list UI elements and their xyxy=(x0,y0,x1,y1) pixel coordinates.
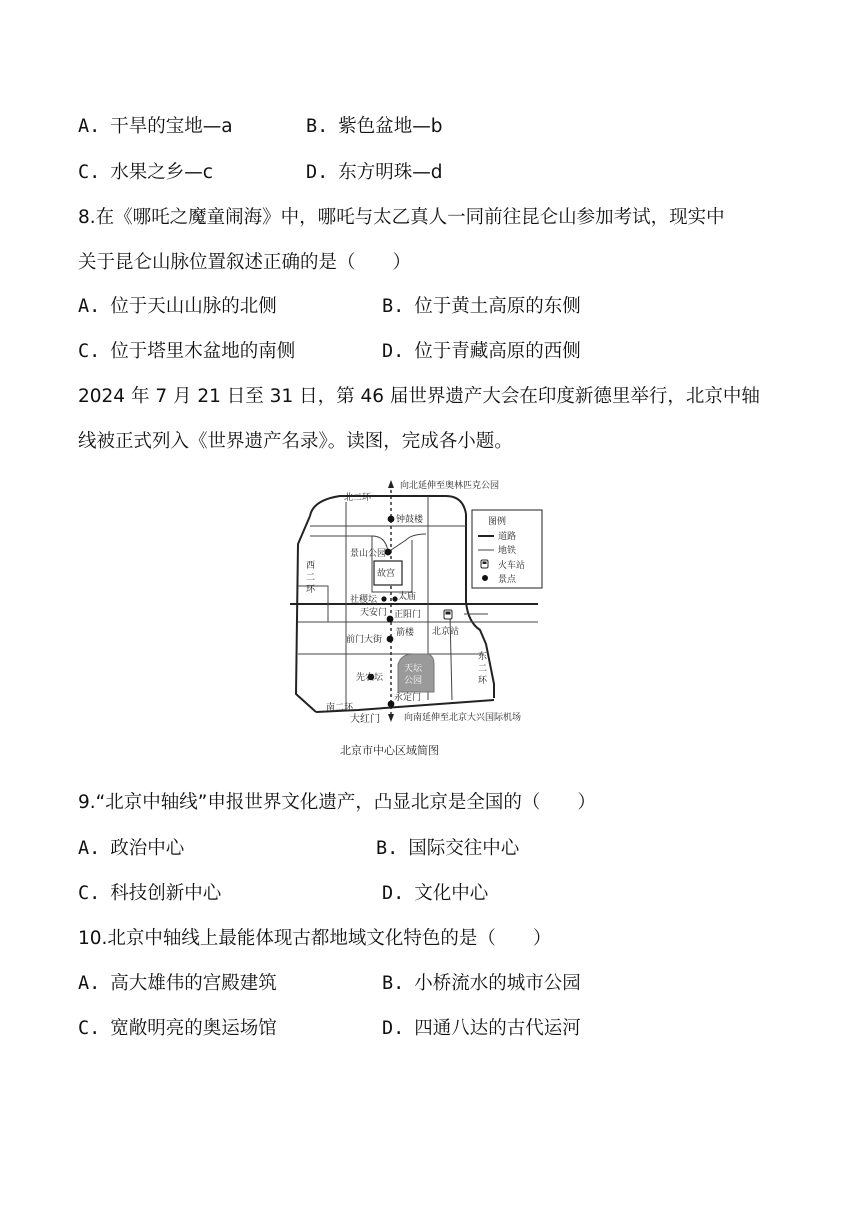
ring-east-char-1: 东 xyxy=(478,652,488,662)
q10-stem: 10.北京中轴线上最能体现古都地域文化特色的是（ ） xyxy=(78,928,552,949)
dot-taimiao xyxy=(392,596,397,601)
label-tiananmen: 天安门 xyxy=(360,608,388,618)
dot-zhonggulou xyxy=(388,516,395,523)
label-jingshan: 景山公园 xyxy=(350,549,387,559)
label-zhengyangmen: 正阳门 xyxy=(394,610,422,620)
label-tiantan-1: 天坛 xyxy=(404,664,423,674)
north-extension-label: 向北延伸至奥林匹克公园 xyxy=(400,481,500,491)
option-key: A. xyxy=(78,296,101,317)
label-beijingzhan: 北京站 xyxy=(432,627,460,637)
dot-tiananmen xyxy=(387,616,394,623)
label-xiannongtan: 先农坛 xyxy=(356,673,384,683)
legend-title: 图例 xyxy=(488,517,507,527)
option-text: 小桥流水的城市公园 xyxy=(414,973,581,994)
option-key: D. xyxy=(382,1018,405,1039)
label-shejitan: 社稷坛 xyxy=(350,595,378,605)
legend-road: 道路 xyxy=(498,532,517,542)
north-arrow xyxy=(388,480,394,488)
ring-west-char-3: 环 xyxy=(306,585,316,595)
option-key: C. xyxy=(78,162,101,183)
option-key: D. xyxy=(382,341,405,362)
map-caption: 北京市中心区域简图 xyxy=(340,744,439,757)
beijing-center-map xyxy=(288,474,558,764)
option-text: 东方明珠—d xyxy=(338,162,443,183)
option-key: C. xyxy=(78,1018,101,1039)
option-text: 文化中心 xyxy=(414,883,489,904)
option-text: 位于天山山脉的北侧 xyxy=(110,296,277,317)
option-text: 宽敞明亮的奥运场馆 xyxy=(110,1018,277,1039)
option-key: C. xyxy=(78,341,101,362)
north-2nd-ring-road xyxy=(310,496,466,516)
q9-option-c xyxy=(78,881,221,907)
option-key: B. xyxy=(306,116,329,137)
option-text: 四通八达的古代运河 xyxy=(414,1018,581,1039)
option-key: C. xyxy=(78,883,101,904)
option-key: D. xyxy=(382,883,405,904)
option-text: 水果之乡—c xyxy=(110,162,213,183)
option-text: 位于黄土高原的东侧 xyxy=(414,296,581,317)
option-key: A. xyxy=(78,116,101,137)
q7-option-a xyxy=(78,114,233,140)
legend-station: 火车站 xyxy=(498,561,526,571)
option-text: 高大雄伟的宫殿建筑 xyxy=(110,973,277,994)
ring-east-char-2: 二 xyxy=(478,664,488,674)
label-dahongmen: 大红门 xyxy=(350,714,380,725)
dot-shejitan xyxy=(381,596,386,601)
label-qianmen: 前门大街 xyxy=(346,635,383,645)
q10-option-a xyxy=(78,971,277,997)
ring-west-char-2: 二 xyxy=(306,573,316,583)
q8-option-c xyxy=(78,339,295,365)
option-key: A. xyxy=(78,973,101,994)
q7-option-d xyxy=(306,160,443,186)
q9-stem: 9.“北京中轴线”申报世界文化遗产，凸显北京是全国的（ ） xyxy=(78,792,596,813)
q10-option-d xyxy=(382,1016,581,1042)
ring-south-label: 南二环 xyxy=(326,703,354,713)
q10-option-b xyxy=(382,971,581,997)
legend-scenic: 景点 xyxy=(498,575,517,585)
option-key: A. xyxy=(78,838,101,859)
label-taimiao: 太庙 xyxy=(398,592,417,602)
label-zhonggulou: 钟鼓楼 xyxy=(396,515,424,525)
q8-stem-line1: 8.在《哪吒之魔童闹海》中，哪吒与太乙真人一同前往昆仑山参加考试，现实中 xyxy=(78,207,725,228)
option-text: 干旱的宝地—a xyxy=(110,116,233,137)
q9-option-a xyxy=(78,836,184,862)
south-arrow xyxy=(388,714,394,722)
q8-option-b xyxy=(382,294,581,320)
label-tiantan-2: 公园 xyxy=(404,676,423,686)
q10-option-c xyxy=(78,1016,277,1042)
option-text: 位于青藏高原的西侧 xyxy=(414,341,581,362)
ring-east-char-3: 环 xyxy=(478,676,488,686)
option-text: 国际交往中心 xyxy=(408,838,520,859)
option-text: 科技创新中心 xyxy=(110,883,222,904)
south-extension-label: 向南延伸至北京大兴国际机场 xyxy=(404,713,522,723)
intro-line1: 2024 年 7 月 21 日至 31 日，第 46 届世界遗产大会在印度新德里举行，北京中轴 xyxy=(78,386,760,407)
option-key: B. xyxy=(382,973,405,994)
option-key: D. xyxy=(306,162,329,183)
intro-line2: 线被正式列入《世界遗产名录》。读图，完成各小题。 xyxy=(78,431,513,452)
west-2nd-ring-road xyxy=(296,516,316,712)
train-station-icon xyxy=(444,610,452,619)
q9-option-b xyxy=(376,836,519,862)
option-text: 紫色盆地—b xyxy=(338,116,443,137)
map-legend xyxy=(472,510,542,588)
ring-west-char-1: 西 xyxy=(306,561,316,571)
q7-option-c xyxy=(78,160,213,186)
label-jianlou: 箭楼 xyxy=(396,628,415,638)
ring-north-label: 北二环 xyxy=(344,493,372,503)
q9-option-d xyxy=(382,881,488,907)
option-key: B. xyxy=(376,838,399,859)
q7-option-b xyxy=(306,114,443,140)
q8-option-a xyxy=(78,294,277,320)
label-gugong: 故宫 xyxy=(377,569,396,579)
q8-stem-line2: 关于昆仑山脉位置叙述正确的是（ ） xyxy=(78,252,412,273)
option-text: 位于塔里木盆地的南侧 xyxy=(110,341,296,362)
q8-option-d xyxy=(382,339,581,365)
legend-subway: 地铁 xyxy=(498,546,517,556)
label-yongdingmen: 永定门 xyxy=(394,693,422,703)
option-key: B. xyxy=(382,296,405,317)
dot-qianmen xyxy=(387,636,394,643)
option-text: 政治中心 xyxy=(110,838,185,859)
